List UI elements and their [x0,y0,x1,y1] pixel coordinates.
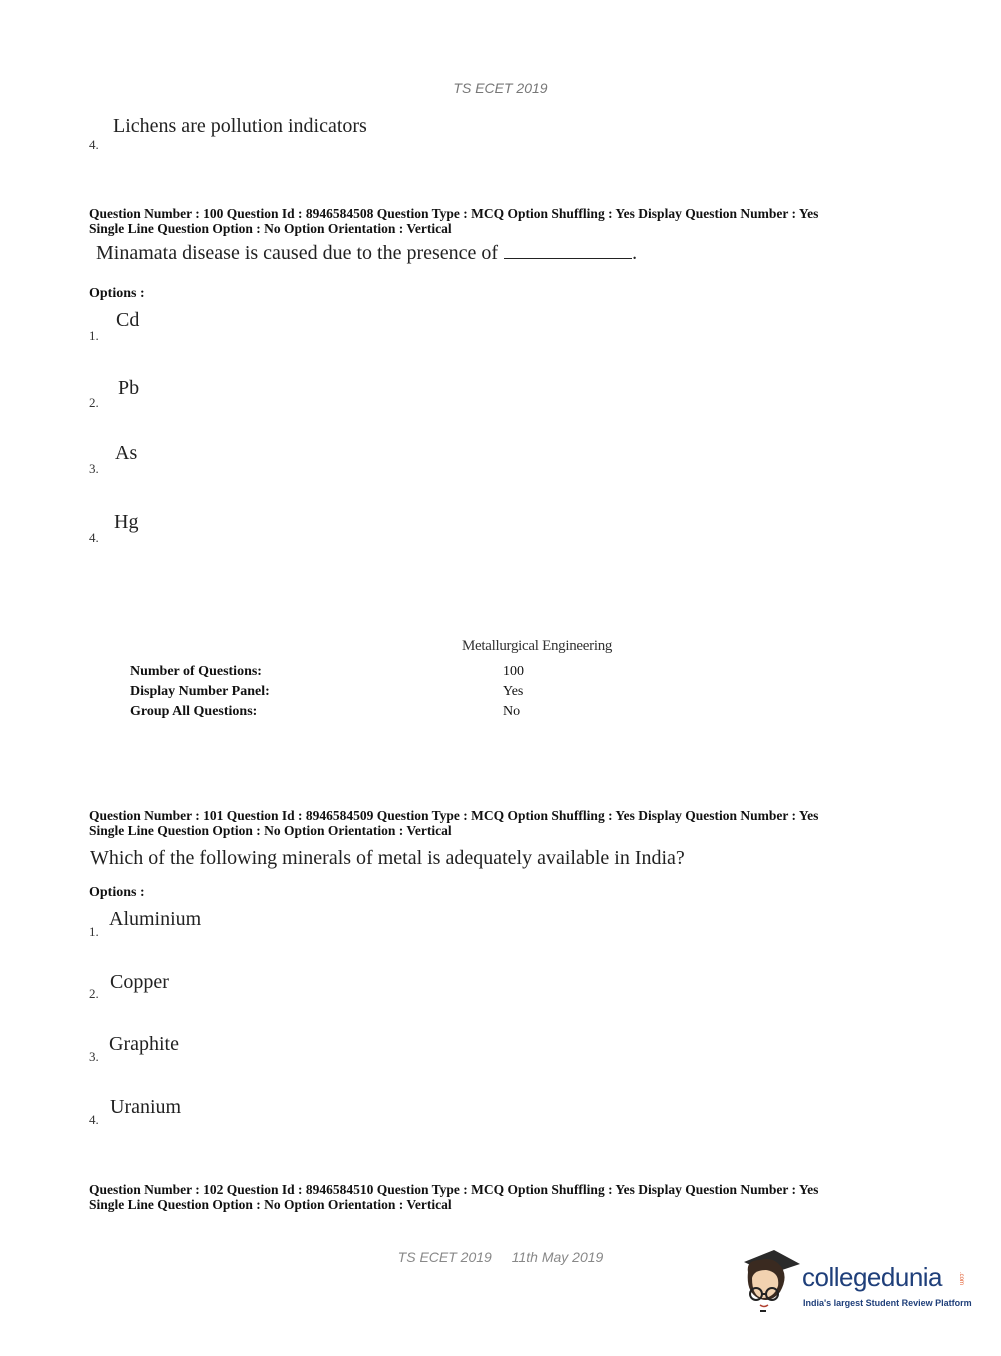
section-label-group-all: Group All Questions: [130,704,258,719]
q100-option-4-text: Hg [114,511,139,533]
q102-meta-line2: Single Line Question Option : No Option Orientation : Vertical [89,1197,452,1212]
logo-name: collegedunia [802,1262,943,1292]
mascot-icon [740,1248,802,1318]
q101-option-1-number: 1. [89,924,99,939]
footer-date: 11th May 2019 [511,1249,604,1265]
q101-option-4-number: 4. [89,1112,99,1127]
logo-suffix: .com [958,1272,964,1286]
q101-option-4-text: Uranium [110,1096,182,1118]
q100-option-2-number: 2. [89,395,99,410]
q102-meta-line1: Question Number : 102 Question Id : 8946584510 Question Type : MCQ Option Shuffling : Yes Display Question Number : Yes [89,1182,819,1197]
section-value-group-all: No [503,704,521,719]
answer-blank [504,258,632,259]
q100-question-stem: Minamata disease is caused due to the presence of [96,242,499,264]
section-value-display-panel: Yes [503,684,524,699]
section-value-num-questions: 100 [503,664,524,679]
q99-option-4-number: 4. [89,137,99,152]
q100-options-label: Options : [89,286,145,301]
q100-question-text [96,242,637,265]
section-label-display-panel: Display Number Panel: [130,684,270,699]
q101-question-text: Which of the following minerals of metal is adequately available in India? [90,847,685,869]
collegedunia-logo[interactable] [740,1248,970,1318]
q100-meta-line2: Single Line Question Option : No Option Orientation : Vertical [89,221,452,236]
q100-option-2-text: Pb [118,377,140,399]
q101-option-2-text: Copper [110,971,169,993]
section-title: Metallurgical Engineering [462,638,613,654]
q100-meta-line1: Question Number : 100 Question Id : 8946584508 Question Type : MCQ Option Shuffling : Yes Display Question Number : Yes [89,206,819,221]
q101-option-1-text: Aluminium [109,908,202,930]
q101-meta-line1: Question Number : 101 Question Id : 8946584509 Question Type : MCQ Option Shuffling : Yes Display Question Number : Yes [89,808,819,823]
q100-question-end: . [632,242,638,264]
q99-option-4-text: Lichens are pollution indicators [113,115,367,137]
page-header: TS ECET 2019 [453,80,548,96]
q100-option-1-text: Cd [116,309,140,331]
q100-option-3-number: 3. [89,461,99,476]
q101-options-label: Options : [89,885,145,900]
q101-option-2-number: 2. [89,986,99,1001]
q101-option-3-number: 3. [89,1049,99,1064]
q100-option-4-number: 4. [89,530,99,545]
q101-meta-line2: Single Line Question Option : No Option Orientation : Vertical [89,823,452,838]
section-label-num-questions: Number of Questions: [130,664,262,679]
q100-option-3-text: As [115,442,138,464]
q100-option-1-number: 1. [89,328,99,343]
footer-exam: TS ECET 2019 [397,1249,492,1265]
q101-option-3-text: Graphite [109,1033,179,1055]
logo-tagline: India's largest Student Review Platform [803,1298,972,1308]
